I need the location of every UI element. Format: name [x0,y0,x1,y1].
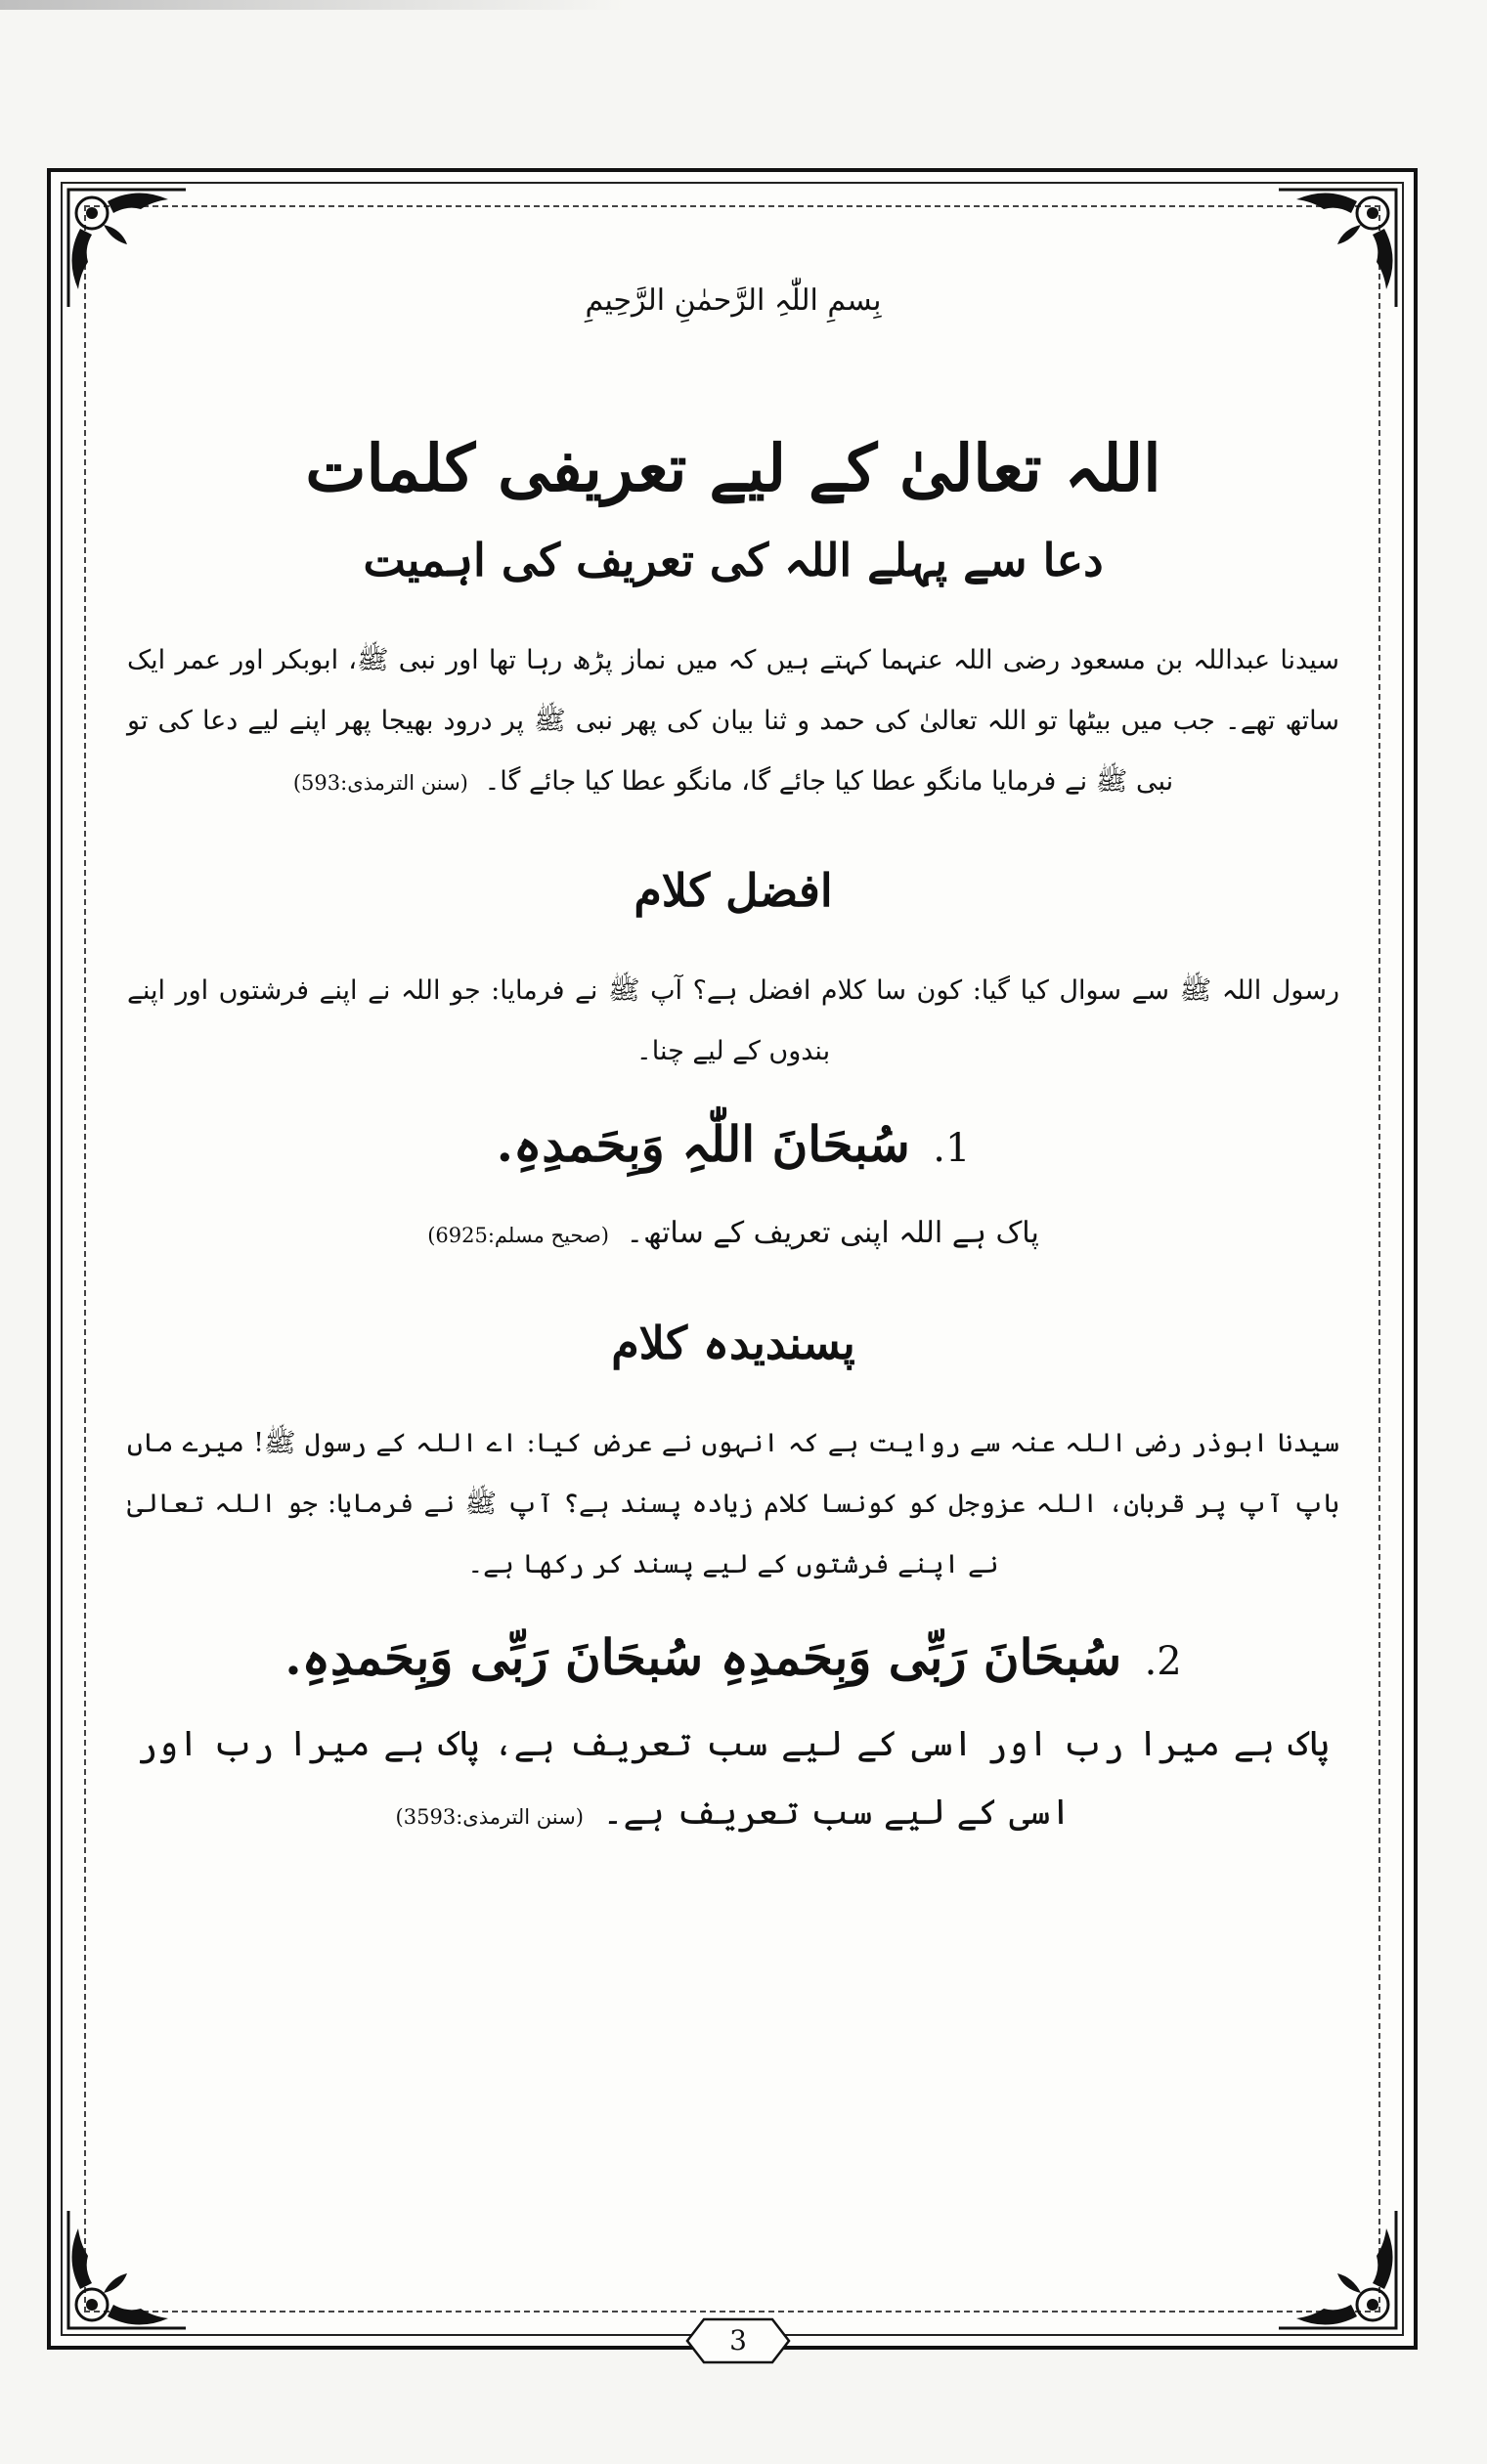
floral-ornament-icon [1269,2201,1406,2338]
section2-arabic-phrase [108,1628,1359,1687]
section-title-afzal-kalam: افضل کلام [634,863,833,917]
section1-translation [108,1203,1359,1266]
section1-arabic-text: سُبحَانَ اللّٰہِ وَبِحَمدِہِ. [496,1114,910,1173]
section-title-pasandida-kalam: پسندیدہ کلام [611,1316,855,1369]
page-subtitle: دعا سے پہلے اللہ کی تعریف کی اہمیت [363,533,1104,586]
scan-edge [0,0,626,10]
section1-reference: (صحیح مسلم:6925) [427,1223,609,1247]
intro-paragraph [127,630,1339,813]
section2-arabic-text: سُبحَانَ رَبِّی وَبِحَمدِہِ سُبحَانَ رَبِّی وَبِحَمدِہِ. [284,1628,1122,1687]
section1-paragraph: رسول اللہ ﷺ سے سوال کیا گیا: کون سا کلام افضل ہے؟ آپ ﷺ نے فرمایا: جو اللہ نے اپنے فرشتوں اور اپنے بندوں کے لیے چنا۔ [127,974,1339,1066]
section2-translation-text: پاک ہے میرا رب اور اسی کے لیے سب تعریف ہے، پاک ہے میرا رب اور اسی کے لیے سب تعریف ہے۔ [137,1724,1330,1834]
page-title: اللہ تعالیٰ کے لیے تعریفی کلمات [305,430,1161,506]
section2-reference: (سنن الترمذی:3593) [395,1805,584,1830]
section1-translation-text: پاک ہے اللہ اپنی تعریف کے ساتھ۔ [626,1215,1039,1250]
intro-reference: (سنن الترمذی:593) [292,770,468,795]
section2-translation [137,1710,1330,1851]
intro-text: سیدنا عبداللہ بن مسعود رضی اللہ عنہما کہتے ہیں کہ میں نماز پڑھ رہا تھا اور نبی ﷺ، ابوبکر اور عمر ایک ساتھ تھے۔ جب میں بیٹھا تو اللہ تعالیٰ کی حمد و ثنا بیان کی پھر نبی ﷺ پر درود بھیجا پھر اپنے لیے دعا کی تو نبی ﷺ نے فرمایا مانگو عطا کیا جائے گا، مانگو عطا کیا جائے گا۔ [127,644,1339,797]
section1-arabic-phrase [108,1115,1359,1174]
corner-ornament-bottom-right [1269,2201,1406,2338]
section2-paragraph: سیدنا ابوذر رضی اللہ عنہ سے روایت ہے کہ انہوں نے عرض کیا: اے اللہ کے رسول ﷺ! میرے ماں باپ آپ پر قربان، اللہ عزوجل کو کونسا کلام زیادہ پسند ہے؟ آپ ﷺ نے فرمایا: جو اللہ تعالیٰ نے اپنے فرشتوں کے لیے پسند کر رکھا ہے۔ [127,1428,1339,1580]
section2-number: 2. [1144,1639,1182,1685]
section1-number: 1. [933,1125,971,1171]
page-content [108,254,1359,1851]
page-number: 3 [729,2324,747,2356]
corner-ornament-bottom-left [59,2201,196,2338]
floral-ornament-icon [59,2201,196,2338]
bismillah: بِسمِ اللّٰہِ الرَّحمٰنِ الرَّحِیمِ [585,283,882,318]
